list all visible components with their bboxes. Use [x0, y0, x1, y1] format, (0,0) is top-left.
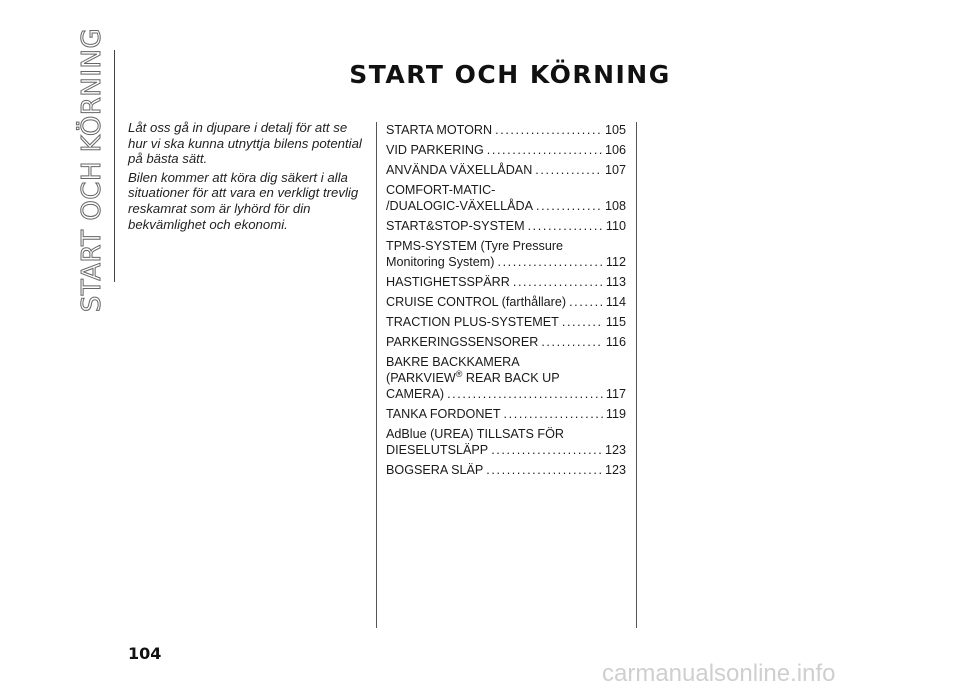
toc-entry-title-row	[386, 274, 626, 290]
intro-paragraph-2: Bilen kommer att köra dig säkert i alla situationer för att vara en verkligt trevlig reskamrat som är lyhörd för din bekvämlighet och ekonomi.	[128, 169, 359, 232]
toc-entry[interactable]	[386, 274, 626, 290]
toc-entry-title: START&STOP-SYSTEM	[386, 219, 525, 233]
toc-page-number: 106	[604, 143, 626, 157]
column-divider-left	[376, 122, 377, 628]
column-divider-right	[636, 122, 637, 628]
toc-entry[interactable]	[386, 218, 626, 234]
toc-entry-title-row	[386, 162, 626, 178]
toc-entry-title: CAMERA)	[386, 387, 445, 401]
toc-entry-title: CRUISE CONTROL (farthållare)	[386, 295, 567, 309]
table-of-contents	[386, 122, 626, 482]
toc-entry[interactable]	[386, 314, 626, 330]
toc-entry-title-row	[386, 334, 626, 350]
toc-page-number: 110	[605, 219, 626, 233]
intro-paragraph-1: Låt oss gå in djupare i detalj för att se hur vi ska kunna utnyttja bilens potential på bästa sätt.	[128, 120, 362, 167]
toc-page-number: 108	[604, 199, 626, 213]
toc-page-number: 123	[604, 443, 626, 457]
chapter-side-tab-text: START OCH KÖRNING	[77, 27, 107, 313]
toc-page-number: 112	[605, 255, 626, 269]
toc-leader-dots	[497, 254, 602, 270]
toc-entry-title-row	[386, 462, 626, 478]
toc-entry-title-row	[386, 218, 626, 234]
toc-leader-dots	[528, 218, 603, 234]
toc-page-number: 114	[605, 295, 626, 309]
toc-page-number: 117	[605, 387, 626, 401]
toc-entry[interactable]	[386, 142, 626, 158]
toc-page-number: 123	[604, 463, 626, 477]
page-number: 104	[128, 644, 162, 663]
toc-entry[interactable]	[386, 334, 626, 350]
toc-leader-dots	[447, 386, 603, 402]
toc-entry-title: PARKERINGSSENSORER	[386, 335, 539, 349]
toc-entry[interactable]	[386, 162, 626, 178]
intro-text	[128, 120, 368, 235]
toc-entry-title-row	[386, 142, 626, 158]
page-title: START OCH KÖRNING	[349, 60, 671, 89]
toc-entry-title: STARTA MOTORN	[386, 123, 493, 137]
toc-entry-line: TPMS-SYSTEM (Tyre Pressure	[386, 239, 564, 253]
toc-entry[interactable]	[386, 406, 626, 422]
toc-entry[interactable]	[386, 354, 626, 402]
toc-entry[interactable]	[386, 122, 626, 138]
toc-entry-title-row	[386, 442, 626, 458]
toc-entry-title-row	[386, 314, 626, 330]
toc-entry-title-row	[386, 406, 626, 422]
toc-page-number: 113	[605, 275, 626, 289]
toc-entry-title: Monitoring System)	[386, 255, 495, 269]
toc-entry-line: BAKRE BACKKAMERA	[386, 355, 520, 369]
toc-entry-line: AdBlue (UREA) TILLSATS FÖR	[386, 427, 564, 441]
toc-entry-title-row	[386, 254, 626, 270]
toc-leader-dots	[513, 274, 603, 290]
toc-entry-title-row	[386, 198, 626, 214]
toc-page-number: 119	[605, 407, 626, 421]
toc-leader-dots	[536, 198, 602, 214]
toc-leader-dots	[535, 162, 602, 178]
toc-entry[interactable]	[386, 462, 626, 478]
toc-entry[interactable]	[386, 238, 626, 270]
toc-entry-title-row	[386, 122, 626, 138]
toc-leader-dots	[504, 406, 603, 422]
toc-entry[interactable]	[386, 426, 626, 458]
toc-entry-title: HASTIGHETSSPÄRR	[386, 275, 510, 289]
toc-leader-dots	[486, 462, 602, 478]
toc-leader-dots	[562, 314, 603, 330]
toc-entry-title: TANKA FORDONET	[386, 407, 501, 421]
chapter-side-tab	[72, 27, 112, 313]
toc-leader-dots	[541, 334, 603, 350]
toc-leader-dots	[487, 142, 602, 158]
toc-entry-title-row	[386, 386, 626, 402]
toc-entry-line: COMFORT-MATIC-	[386, 183, 496, 197]
toc-leader-dots	[569, 294, 603, 310]
toc-entry[interactable]	[386, 182, 626, 214]
side-rule	[114, 50, 115, 282]
toc-leader-dots	[495, 122, 602, 138]
toc-page-number: 115	[605, 315, 626, 329]
toc-entry-title: ANVÄNDA VÄXELLÅDAN	[386, 163, 533, 177]
watermark: carmanualsonline.info	[602, 660, 836, 687]
toc-entry-line: (PARKVIEW® REAR BACK UP	[386, 368, 560, 385]
toc-entry-title-row	[386, 294, 626, 310]
toc-page-number: 107	[604, 163, 626, 177]
toc-page-number: 116	[605, 335, 626, 349]
toc-entry-title: DIESELUTSLÄPP	[386, 443, 489, 457]
toc-entry-title: BOGSERA SLÄP	[386, 463, 484, 477]
toc-entry[interactable]	[386, 294, 626, 310]
toc-leader-dots	[491, 442, 602, 458]
toc-page-number: 105	[604, 123, 626, 137]
toc-entry-title: VID PARKERING	[386, 143, 484, 157]
toc-entry-title: /DUALOGIC-VÄXELLÅDA	[386, 199, 533, 213]
toc-entry-title: TRACTION PLUS-SYSTEMET	[386, 315, 559, 329]
